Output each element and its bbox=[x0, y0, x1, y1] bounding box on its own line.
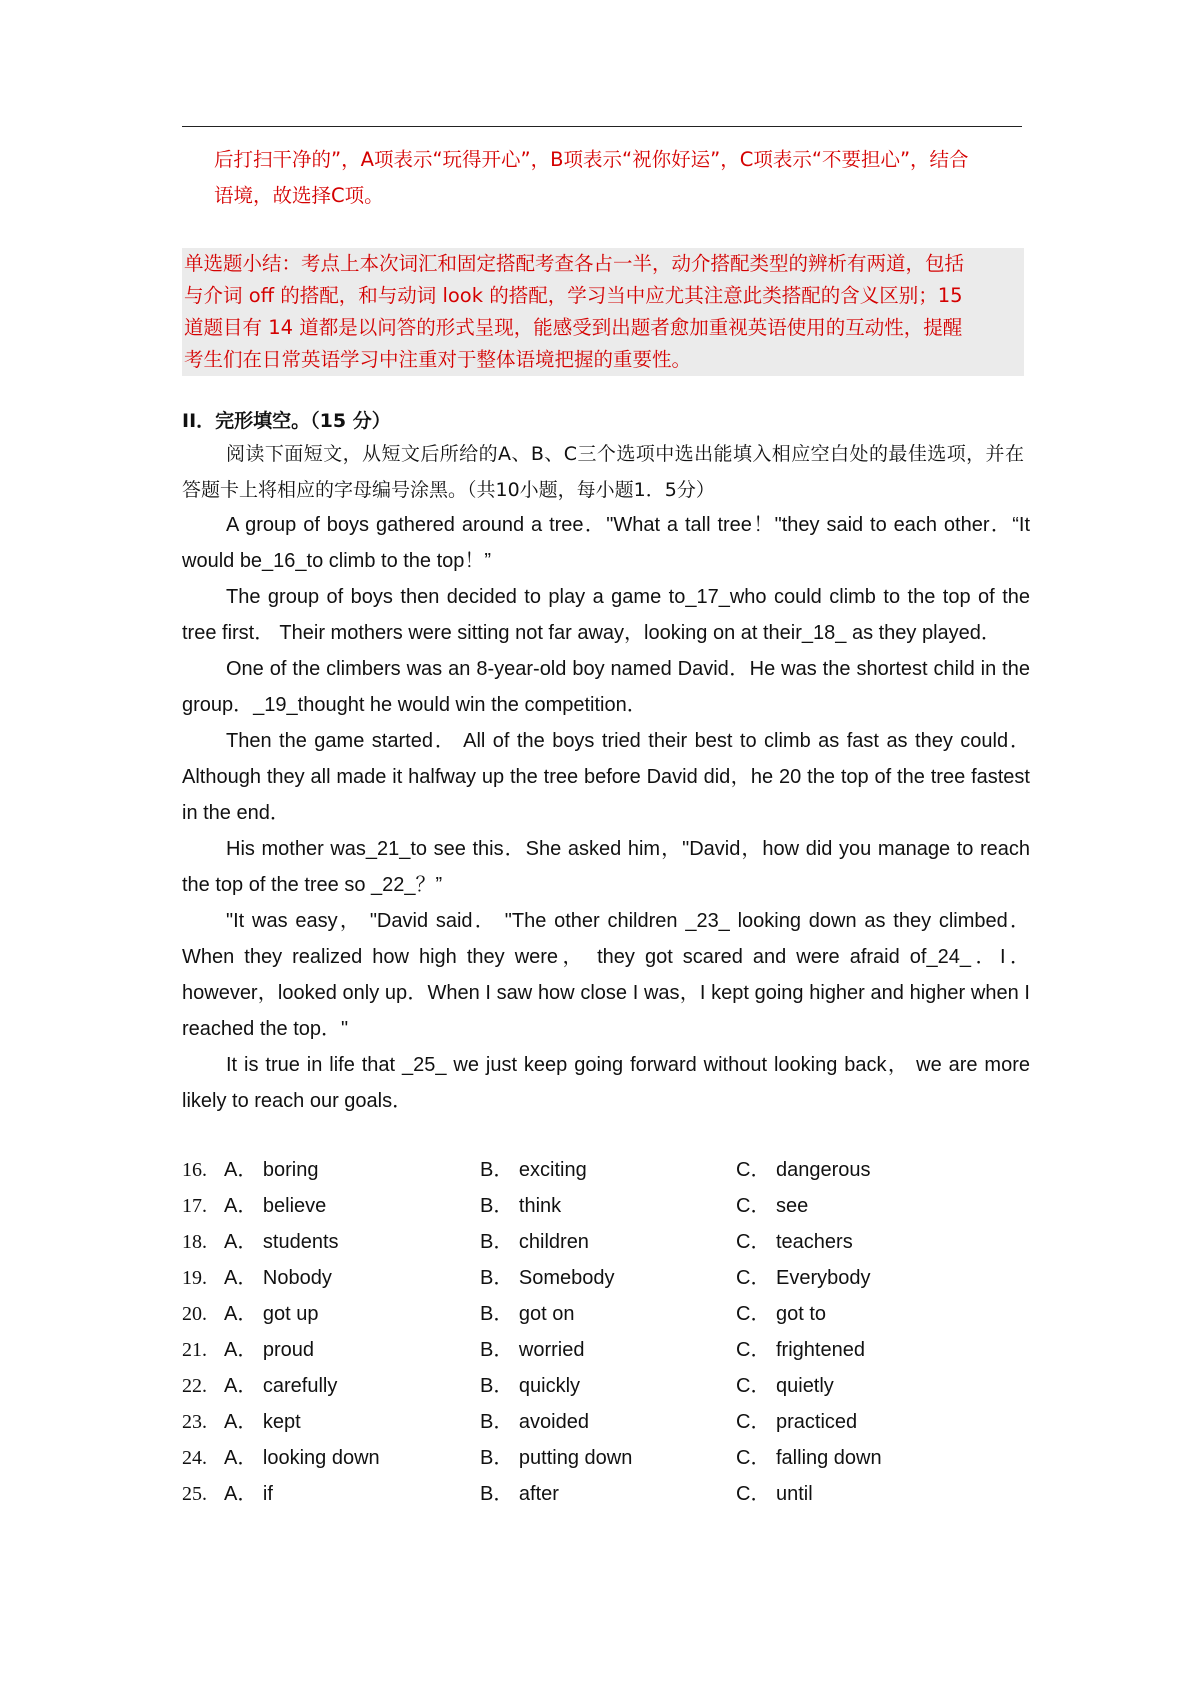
option-c: C． Everybody bbox=[736, 1267, 871, 1289]
explanation-line: 语境，故选择C项。 bbox=[214, 184, 384, 207]
passage-paragraph: It is true in life that _25_ we just keep going forward without looking back， we are more likely to reach our goals． bbox=[182, 1054, 1030, 1112]
passage-paragraph: The group of boys then decided to play a game to_17_who could climb to the top of the tree first． Their mothers were sitting not far away，looking on at their_18_ as they played． bbox=[182, 586, 1030, 644]
option-c: C． teachers bbox=[736, 1231, 853, 1253]
question-options bbox=[182, 1224, 1042, 1260]
summary-line: 道题目有 14 道都是以问答的形式呈现，能感受到出题者愈加重视英语使用的互动性，提醒 bbox=[182, 312, 1024, 344]
option-a: A． students bbox=[224, 1231, 339, 1253]
passage-paragraph: A group of boys gathered around a tree．"What a tall tree！"they said to each other．“It would be_16_to climb to the top！” bbox=[182, 514, 1030, 572]
option-b: B． putting down bbox=[480, 1447, 633, 1469]
option-b: B． after bbox=[480, 1483, 559, 1505]
question-number: 23. bbox=[182, 1411, 207, 1433]
passage-paragraph: One of the climbers was an 8-year-old boy named David．He was the shortest child in the group．_19_thought he would win the competition． bbox=[182, 658, 1030, 716]
option-a: A． looking down bbox=[224, 1447, 380, 1469]
option-c: C． got to bbox=[736, 1303, 827, 1325]
question-number: 22. bbox=[182, 1375, 207, 1397]
question-options bbox=[182, 1260, 1042, 1296]
answer-explanation-continuation bbox=[214, 142, 1034, 214]
question-options bbox=[182, 1476, 1042, 1512]
option-a: A． if bbox=[224, 1483, 273, 1505]
passage-paragraph: "It was easy， "David said． "The other children _23_ looking down as they climbed． When they realized how high they were， they got scared and were afraid of_24_．I． however，looked only up．When I saw how close I was，I kept going higher and higher when I reached the top．" bbox=[182, 910, 1030, 1040]
section-instruction bbox=[182, 436, 1024, 508]
question-number: 17. bbox=[182, 1195, 207, 1217]
header-rule bbox=[182, 126, 1022, 127]
summary-line: 考生们在日常英语学习中注重对于整体语境把握的重要性。 bbox=[182, 344, 1024, 376]
question-number: 16. bbox=[182, 1159, 207, 1181]
option-a: A． believe bbox=[224, 1195, 327, 1217]
option-c: C． see bbox=[736, 1195, 809, 1217]
option-c: C． until bbox=[736, 1483, 813, 1505]
option-b: B． quickly bbox=[480, 1375, 581, 1397]
option-b: B． avoided bbox=[480, 1411, 589, 1433]
option-b: B． Somebody bbox=[480, 1267, 615, 1289]
single-choice-summary bbox=[182, 248, 1024, 376]
option-b: B． exciting bbox=[480, 1159, 587, 1181]
question-number: 20. bbox=[182, 1303, 207, 1325]
option-a: A． got up bbox=[224, 1303, 319, 1325]
option-a: A． boring bbox=[224, 1159, 319, 1181]
option-c: C． quietly bbox=[736, 1375, 834, 1397]
summary-line: 与介词 off 的搭配，和与动词 look 的搭配，学习当中应尤其注意此类搭配的含义区别；15 bbox=[182, 280, 1024, 312]
question-options bbox=[182, 1368, 1042, 1404]
cloze-passage bbox=[182, 507, 1030, 1119]
question-number: 25. bbox=[182, 1483, 207, 1505]
question-options bbox=[182, 1152, 1042, 1188]
answer-options bbox=[182, 1152, 1042, 1512]
passage-paragraph: Then the game started． All of the boys tried their best to climb as fast as they could．Although they all made it halfway up the tree before David did，he 20 the top of the tree fastest in the end． bbox=[182, 730, 1030, 824]
question-number: 21. bbox=[182, 1339, 207, 1361]
instruction-text: 阅读下面短文，从短文后所给的A、B、C三个选项中选出能填入相应空白处的最佳选项，并在答题卡上将相应的字母编号涂黑。（共10小题，每小题1．5分） bbox=[182, 443, 1024, 501]
option-a: A． kept bbox=[224, 1411, 301, 1433]
option-c: C． frightened bbox=[736, 1339, 865, 1361]
option-b: B． worried bbox=[480, 1339, 585, 1361]
question-options bbox=[182, 1296, 1042, 1332]
option-b: B． children bbox=[480, 1231, 589, 1253]
passage-paragraph: His mother was_21_to see this．She asked him，"David，how did you manage to reach the top of the tree so _22_？” bbox=[182, 838, 1030, 896]
question-number: 18. bbox=[182, 1231, 207, 1253]
summary-line: 单选题小结：考点上本次词汇和固定搭配考查各占一半，动介搭配类型的辨析有两道，包括 bbox=[182, 248, 1024, 280]
option-a: A． proud bbox=[224, 1339, 315, 1361]
option-a: A． carefully bbox=[224, 1375, 338, 1397]
question-options bbox=[182, 1440, 1042, 1476]
question-number: 24. bbox=[182, 1447, 207, 1469]
question-options bbox=[182, 1332, 1042, 1368]
option-c: C． dangerous bbox=[736, 1159, 871, 1181]
option-a: A． Nobody bbox=[224, 1267, 332, 1289]
option-b: B． got on bbox=[480, 1303, 575, 1325]
question-number: 19. bbox=[182, 1267, 207, 1289]
section-title: II．完形填空。（15 分） bbox=[182, 410, 391, 432]
question-options bbox=[182, 1188, 1042, 1224]
option-b: B． think bbox=[480, 1195, 562, 1217]
question-options bbox=[182, 1404, 1042, 1440]
option-c: C． falling down bbox=[736, 1447, 882, 1469]
option-c: C． practiced bbox=[736, 1411, 858, 1433]
explanation-line: 后打扫干净的”，A项表示“玩得开心”，B项表示“祝你好运”，C项表示“不要担心”，结合 bbox=[214, 148, 969, 171]
